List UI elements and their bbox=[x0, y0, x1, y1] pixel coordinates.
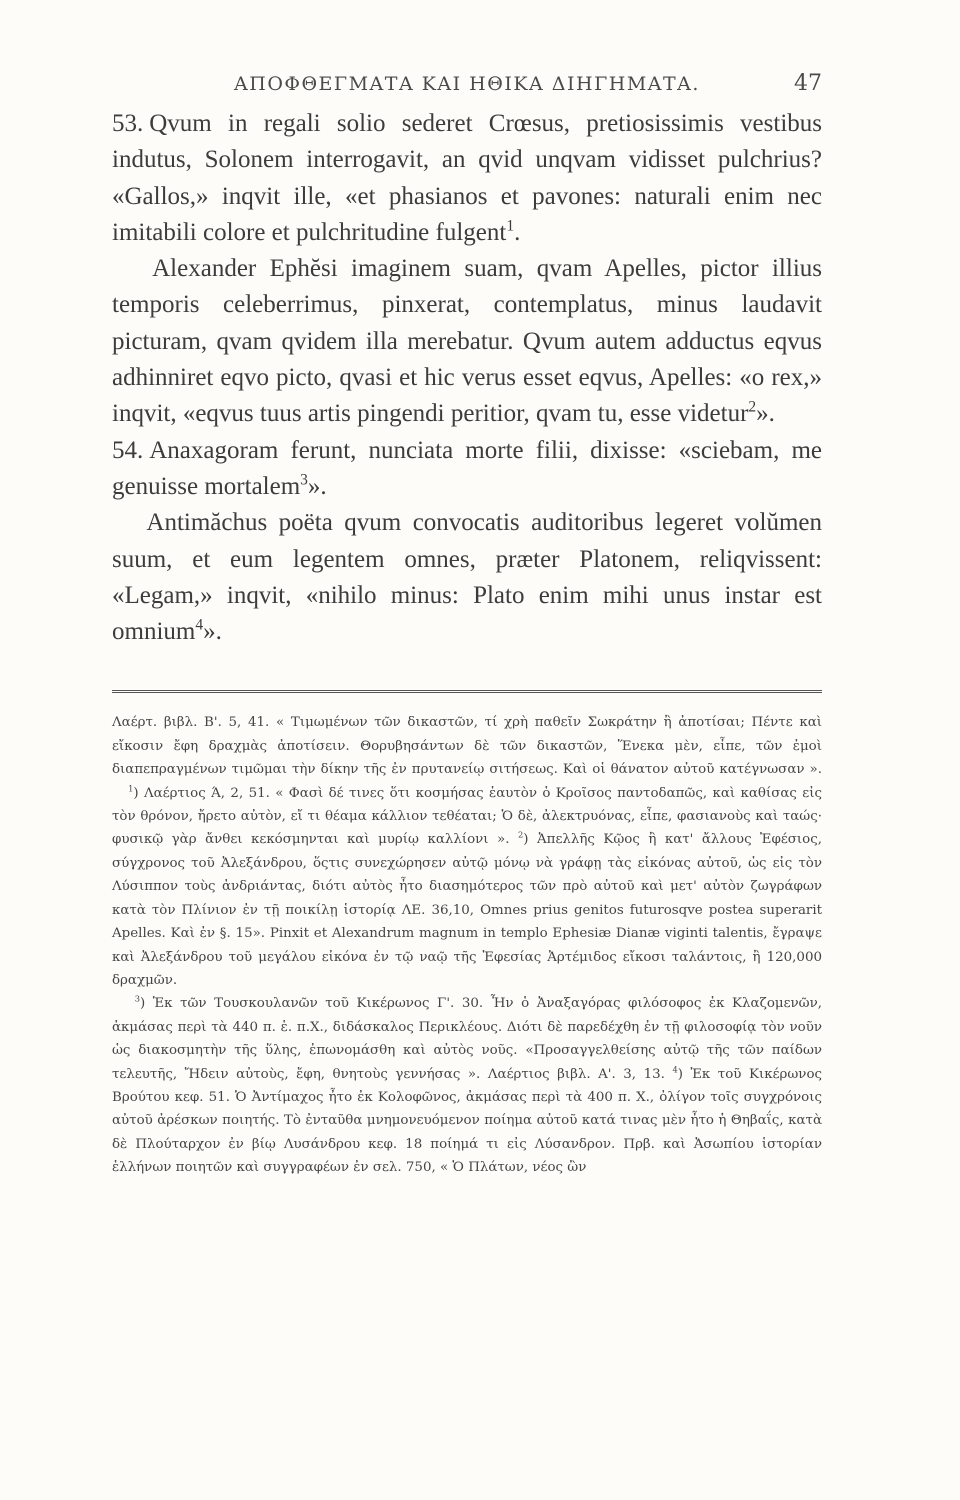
footnote-ref-2: 2 bbox=[748, 399, 757, 417]
footnote-2-text: ) Ἀπελλῆς Κῷος ἢ κατ' ἄλλους Ἐφέσιος, σύγχρονος τοῦ Ἀλεξάνδρου, ὅςτις συνεχώρησεν αὐτῷ μόνῳ νὰ γράφῃ τὰς εἰκόνας αὐτοῦ, ὡς εἰς τὸν Λύσιππον τοὺς ἀνδριάντας, διότι αὐτὸς ἦτο διασημότερος τῶν πρὸ αὐτοῦ καὶ μετ' αὐτὸν ζωγράφων κατὰ τὸν Πλίνιον ἐν τῇ ποικίλῃ ἱστορίᾳ ΛΕ. 36,10, Omnes prius genitos futurosqve postea superarit Apelles. Καὶ ἐν §. 15». Pinxit et Alexandrum magnum in templo Ephesiæ Dianæ viginti talentis, ἔγραψε καὶ Ἀλεξάνδρου τοῦ μεγάλου εἰκόνα ἐν τῷ ναῷ τῆς Ἐφεσίας Ἀρτέμιδος εἴκοσι ταλάντοις, ἢ 120,000 δραχμῶν. bbox=[112, 832, 823, 988]
footnote-0-text: Λαέρτ. βιβλ. Β'. 5, 41. « Τιμωμένων τῶν δικαστῶν, τί χρὴ παθεῖν Σωκράτην ἢ ἀποτίσαι; Πέντε καὶ εἴκοσιν ἔφη δραχμὰς ἀποτίσειν. Θορυβησάντων δὲ τῶν δικαστῶν, Ἕνεκα μὲν, εἶπε, τῶν ἐμοὶ διαπεπραγμένων τιμῶμαι τὴν δίκην τῆς ἐν πρυτανείῳ σιτήσεως. Καὶ οἱ θάνατον αὐτοῦ κατέγνωσαν ». bbox=[112, 715, 822, 778]
paragraph-antimachus-end: ». bbox=[203, 618, 222, 646]
paragraph-antimachus-text: Antimăchus poëta qvum convocatis auditoribus legeret volŭmen suum, et eum legentem omnes, præter Platonem, reliqvissent: «Legam,» inqvit, «nihilo minus: Plato enim mihi unus instar est omnium bbox=[112, 509, 822, 646]
running-header bbox=[112, 62, 822, 106]
footnote-marker-1: 1 bbox=[128, 783, 134, 794]
footnote-divider bbox=[112, 690, 822, 695]
paragraph-53-text: Qvum in regali solio sederet Crœsus, pretiosissimis vestibus indutus, Solonem interrogavit, an qvid unqvam vidisset pulchrius? «Gallos,» inqvit ille, «et phasianos et pavones: naturali enim nec imitabili colore et pulchritudine fulgent bbox=[112, 110, 822, 246]
paragraph-alexander-end: ». bbox=[756, 400, 775, 428]
paragraph-number-54: 54. bbox=[112, 436, 144, 464]
footnote-marker-4: 4 bbox=[672, 1064, 678, 1075]
footnote-ref-4: 4 bbox=[195, 616, 204, 634]
footnote-marker-2: 2 bbox=[518, 830, 524, 841]
paragraph-alexander-text: Alexander Ephĕsi imaginem suam, qvam Apelles, pictor illius temporis celeberrimus, pinxerat, contemplatus, minus laudavit picturam, qvam qvidem illa merebatur. Qvum autem adductus eqvus adhinniret eqvo picto, qvasi et hic verus esset eqvus, Apelles: «o rex,» inqvit, «eqvus tuus artis pingendi peritior, qvam tu, esse videtur bbox=[112, 255, 822, 428]
footnote-marker-3: 3 bbox=[134, 993, 140, 1004]
page-number: 47 bbox=[794, 71, 822, 96]
paragraph-54 bbox=[112, 433, 822, 506]
footnote-3-text: ) Ἐκ τῶν Τουσκουλανῶν τοῦ Κικέρωνος Γ'. 30. Ἦν ὁ Ἀναξαγόρας φιλόσοφος ἐκ Κλαζομενῶν, ἀκμάσας περὶ τὰ 440 π. ἑ. π.Χ., διδάσκαλος Περικλέους. Διότι δὲ παρεδέχθη ἐν τῇ φιλοσοφίᾳ τὸν νοῦν ὡς διακοσμητὴν τῆς ὕλης, ἐπωνομάσθη καὶ αὐτὸς νοῦς. «Προσαγγελθείσης αὐτῷ τῆς τῶν παίδων τελευτῆς, Ἤδειν αὐτοὺς, ἔφη, θνητοὺς γεννήσας ». Λαέρτιος βιβλ. Α'. 3, 13. bbox=[112, 996, 822, 1082]
paragraph-54-text: Anaxagoram ferunt, nunciata morte filii, dixisse: «sciebam, me genuisse mortalem bbox=[112, 436, 822, 500]
footnote-ref-3: 3 bbox=[300, 471, 308, 489]
paragraph-number-53: 53. bbox=[112, 110, 144, 137]
paragraph-53 bbox=[112, 106, 822, 251]
paragraph-antimachus bbox=[112, 505, 822, 650]
paragraph-alexander bbox=[112, 251, 822, 432]
running-title: ΑΠΟΦΘΕΓΜΑΤΑ ΚΑΙ ΗΘΙΚΑ ΔΙΗΓΗΜΑΤΑ. bbox=[234, 73, 700, 95]
footnote-4-text: ) Ἐκ τοῦ Κικέρωνος Βρούτου κεφ. 51. Ὁ Ἀντίμαχος ἦτο ἐκ Κολοφῶνος, ἀκμάσας περὶ τὰ 400 π. Χ., ὀλίγον τοῖς συγχρόνοις αὐτοῦ ἀρέσκων ποιητής. Τὸ ἐνταῦθα μνημονευόμενον ποίημα αὐτοῦ κατά τινας μὲν ἦτο ἡ Θηβαΐς, κατὰ δὲ Πλούταρχον ἐν βίῳ Λυσάνδρου κεφ. 18 ποίημά τι εἰς Λύσανδρον. Πρβ. καὶ Ἀσωπίου ἱστορίαν ἑλλήνων ποιητῶν καὶ συγγραφέων ἐν σελ. 750, « Ὁ Πλάτων, νέος ὢν bbox=[112, 1066, 823, 1176]
footnote-ref-1: 1 bbox=[506, 217, 515, 235]
footnote-1-text: ) Λαέρτιος Ά, 2, 51. « Φασὶ δέ τινες ὅτι κοσμήσας ἑαυτὸν ὁ Κροῖσος παντοδαπῶς, καὶ καθίσας εἰς τὸν θρόνον, ἤρετο αὐτὸν, εἴ τι θέαμα κάλλιον τεθέαται; Ὁ δὲ, ἀλεκτρυόνας, εἶπε, φασιανοὺς καὶ ταώς· φυσικῷ γὰρ ἄνθει κεκόσμηνται καὶ μυρίῳ καλλίονι ». bbox=[112, 785, 822, 848]
footnote-block bbox=[112, 711, 822, 1179]
paragraph-53-end: . bbox=[514, 218, 521, 246]
main-text bbox=[112, 106, 822, 650]
paragraph-54-end: ». bbox=[307, 472, 327, 500]
footnotes bbox=[112, 711, 822, 1179]
